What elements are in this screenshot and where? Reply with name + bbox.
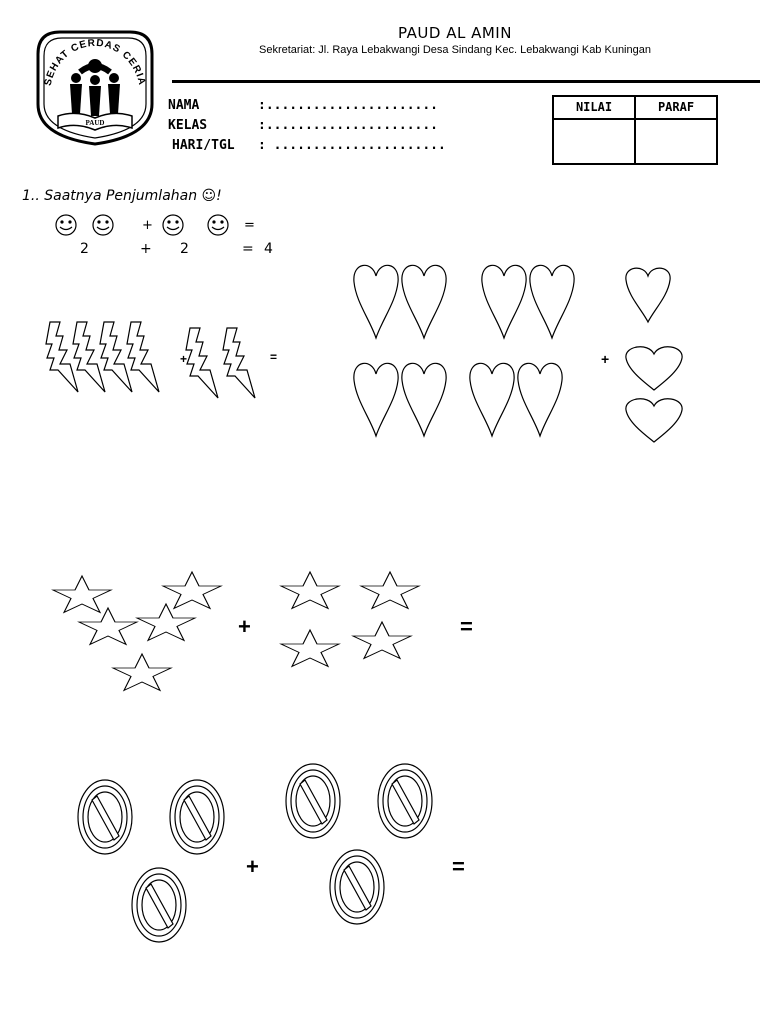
exercise-stars bbox=[50, 568, 420, 693]
star-icon bbox=[113, 654, 171, 690]
plus-sign: + bbox=[238, 614, 251, 639]
school-logo bbox=[30, 24, 160, 146]
field-value[interactable]: : ...................... bbox=[258, 138, 446, 153]
lightning-icon bbox=[73, 322, 105, 392]
grade-header-nilai: NILAI bbox=[553, 96, 635, 119]
field-hari-tgl bbox=[172, 138, 446, 153]
field-label: HARI/TGL bbox=[172, 138, 235, 153]
field-label: NAMA bbox=[168, 98, 200, 113]
star-icon bbox=[79, 608, 137, 644]
plus-sign: + bbox=[246, 854, 259, 879]
exercise-no-entry bbox=[70, 760, 440, 945]
plus-sign: + bbox=[180, 352, 188, 366]
svg-text:=: = bbox=[244, 218, 255, 233]
lightning-icon bbox=[186, 328, 218, 398]
logo-banner: PAUD bbox=[85, 119, 105, 127]
logo-motto: SEHAT CERDAS CERIA bbox=[42, 37, 148, 87]
no-entry-icon bbox=[286, 764, 340, 838]
no-entry-icon bbox=[170, 780, 224, 854]
no-entry-icon bbox=[132, 868, 186, 942]
star-icon bbox=[53, 576, 111, 612]
field-value[interactable]: :...................... bbox=[258, 118, 439, 133]
smiley-icon bbox=[52, 214, 272, 236]
question-title: 1.. Saatnya Penjumlahan ☺! bbox=[22, 188, 222, 204]
heart-icon bbox=[518, 363, 562, 436]
field-nama bbox=[168, 98, 438, 113]
star-icon bbox=[361, 572, 419, 608]
plus-sign: + bbox=[601, 351, 610, 367]
equals-sign: = bbox=[270, 350, 278, 364]
equals-sign: = bbox=[460, 614, 473, 639]
star-icon bbox=[163, 572, 221, 608]
header-divider bbox=[172, 80, 760, 83]
no-entry-icon bbox=[330, 850, 384, 924]
heart-icon bbox=[354, 265, 398, 338]
heart-icon bbox=[482, 265, 526, 338]
field-label: KELAS bbox=[168, 118, 208, 133]
svg-text:+: + bbox=[142, 218, 153, 233]
heart-icon bbox=[626, 347, 682, 390]
school-address: Sekretariat: Jl. Raya Lebakwangi Desa Sindang Kec. Lebakwangi Kab Kuningan bbox=[259, 44, 651, 56]
grade-cell-paraf[interactable] bbox=[635, 119, 717, 164]
exercise-hearts bbox=[350, 258, 695, 448]
lightning-icon bbox=[223, 328, 255, 398]
example-symbols bbox=[52, 214, 272, 236]
field-value[interactable]: :...................... bbox=[258, 98, 439, 113]
heart-icon bbox=[470, 363, 514, 436]
heart-icon bbox=[530, 265, 574, 338]
grade-table bbox=[552, 95, 718, 165]
grade-cell-nilai[interactable] bbox=[553, 119, 635, 164]
star-icon bbox=[353, 622, 411, 658]
field-kelas bbox=[168, 118, 438, 133]
exercise-lightning bbox=[40, 318, 280, 398]
star-icon bbox=[281, 630, 339, 666]
heart-icon bbox=[354, 363, 398, 436]
equals-sign: = bbox=[452, 854, 465, 879]
lightning-icon bbox=[46, 322, 78, 392]
heart-icon bbox=[626, 399, 682, 442]
star-icon bbox=[137, 604, 195, 640]
no-entry-icon bbox=[78, 780, 132, 854]
family-book-icon bbox=[30, 24, 160, 146]
no-entry-icon bbox=[378, 764, 432, 838]
star-icon bbox=[281, 572, 339, 608]
heart-icon bbox=[402, 265, 446, 338]
lightning-icon bbox=[100, 322, 132, 392]
lightning-icon bbox=[127, 322, 159, 392]
heart-icon bbox=[626, 268, 670, 322]
grade-header-paraf: PARAF bbox=[635, 96, 717, 119]
school-name: PAUD AL AMIN bbox=[398, 24, 512, 42]
heart-icon bbox=[402, 363, 446, 436]
